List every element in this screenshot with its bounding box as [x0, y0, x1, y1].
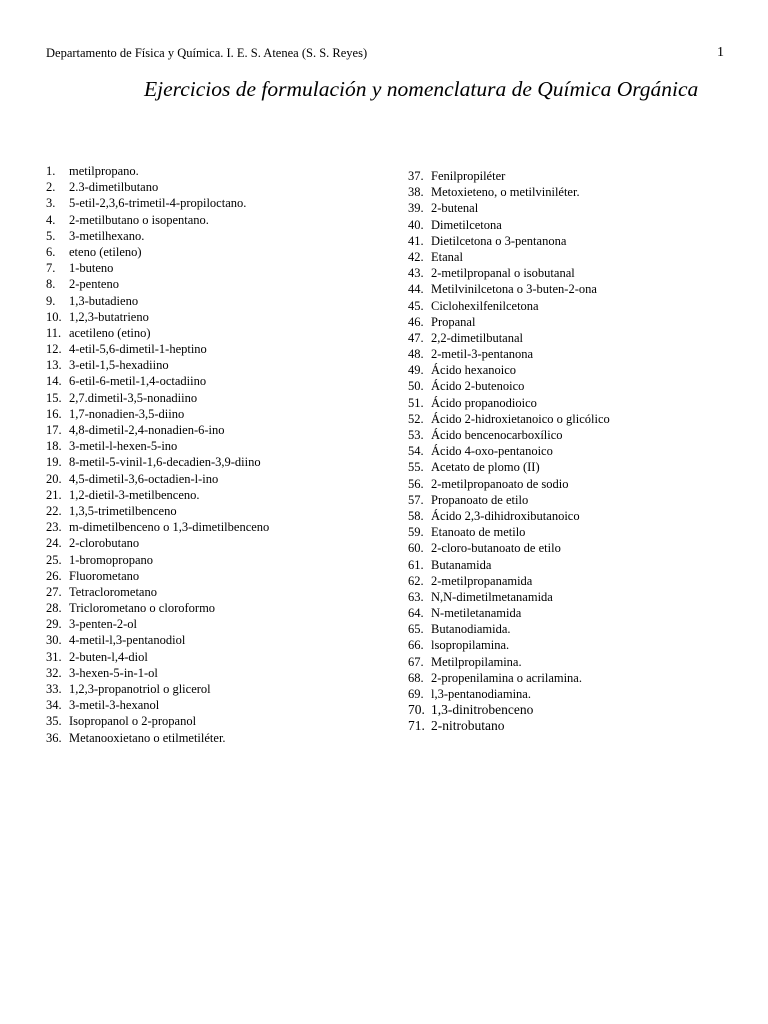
exercise-item: [46, 616, 386, 632]
exercise-number: 61.: [408, 557, 424, 572]
exercise-text: Propanal: [431, 314, 476, 329]
exercise-number: 40.: [408, 217, 424, 232]
exercise-number: 6.: [46, 244, 56, 259]
exercise-text: Ácido 2-hidroxietanoico o glicólico: [431, 411, 610, 426]
exercise-text: Triclorometano o cloroformo: [69, 601, 216, 616]
exercise-text: 4,5-dimetil-3,6-octadien-l-ino: [69, 471, 219, 486]
exercise-number: 37.: [408, 169, 424, 183]
exercise-item: [46, 600, 386, 616]
exercise-item: [46, 552, 386, 568]
exercise-number: 11.: [46, 325, 62, 340]
exercise-number: 52.: [408, 411, 424, 426]
exercise-item: [408, 395, 738, 411]
exercise-text: Fluorometano: [69, 568, 140, 583]
exercise-number: 5.: [46, 228, 56, 243]
exercise-item: [46, 471, 386, 487]
exercise-number: 41.: [408, 233, 424, 248]
exercise-number: 68.: [408, 670, 424, 685]
exercise-number: 65.: [408, 622, 424, 637]
exercise-text: 2-metilpropanamida: [431, 573, 533, 588]
exercise-number: 34.: [46, 698, 62, 713]
exercise-number: 67.: [408, 654, 424, 669]
exercise-text: 5-etil-2,3,6-trimetil-4-propiloctano.: [69, 196, 247, 211]
exercise-item: [46, 535, 386, 551]
exercise-text: Metilpropilamina.: [431, 654, 522, 669]
exercise-item: [46, 212, 386, 228]
exercise-text: Ácido 4-oxo-pentanoico: [431, 444, 553, 459]
exercise-item: [46, 422, 386, 438]
exercise-text: 2-nitrobutano: [431, 718, 505, 734]
exercise-item: [46, 228, 386, 244]
exercise-text: m-dimetilbenceno o 1,3-dimetilbenceno: [69, 520, 270, 535]
exercise-number: 9.: [46, 293, 56, 308]
exercise-item: [46, 406, 386, 422]
exercise-number: 57.: [408, 492, 424, 507]
exercise-text: 3-hexen-5-in-1-ol: [69, 665, 158, 680]
exercise-text: 3-metilhexano.: [69, 228, 145, 243]
exercise-item: [408, 524, 738, 540]
exercise-number: 39.: [408, 201, 424, 216]
exercise-text: 2-clorobutano: [69, 536, 140, 551]
exercise-number: 28.: [46, 601, 62, 616]
exercise-item: [46, 390, 386, 406]
exercise-text: 2-metilpropanoato de sodio: [431, 476, 569, 491]
exercise-text: 1,3-butadieno: [69, 293, 139, 308]
exercise-item: [46, 503, 386, 519]
exercise-text: 6-etil-6-metil-1,4-octadiino: [69, 374, 207, 389]
exercise-text: Metilvinilcetona o 3-buten-2-ona: [431, 282, 597, 297]
exercise-text: 2-propenilamina o acrilamina.: [431, 670, 582, 685]
exercise-text: 1,2-dietil-3-metilbenceno.: [69, 487, 200, 502]
exercise-list-left: [46, 163, 386, 746]
exercise-item: [408, 702, 738, 718]
exercise-text: 1,7-nonadien-3,5-diino: [69, 406, 185, 421]
exercise-item: [46, 309, 386, 325]
exercise-text: metilpropano.: [69, 164, 139, 178]
exercise-text: 1,2,3-propanotriol o glicerol: [69, 682, 211, 696]
exercise-text: Ácido propanodioico: [431, 395, 537, 410]
exercise-item: [408, 654, 738, 670]
exercise-text: Dimetilcetona: [431, 217, 502, 232]
exercise-item: [46, 487, 386, 503]
exercise-item: [408, 168, 738, 184]
exercise-item: [46, 179, 386, 195]
exercise-item: [46, 681, 386, 697]
exercise-item: [408, 298, 738, 314]
exercise-number: 49.: [408, 363, 424, 378]
exercise-number: 1.: [46, 164, 56, 178]
exercise-item: [408, 573, 738, 589]
exercise-item: [408, 281, 738, 297]
exercise-item: [46, 730, 386, 746]
page-header: [46, 44, 724, 62]
exercise-number: 15.: [46, 390, 62, 405]
exercise-item: [408, 200, 738, 216]
exercise-text: 8-metil-5-vinil-1,6-decadien-3,9-diino: [69, 455, 261, 470]
exercise-list-right: [408, 168, 738, 735]
exercise-number: 54.: [408, 444, 424, 459]
exercise-number: 42.: [408, 249, 424, 264]
exercise-number: 12.: [46, 342, 62, 357]
exercise-text: N-metiletanamida: [431, 606, 522, 621]
exercise-number: 21.: [46, 487, 62, 502]
exercise-number: 38.: [408, 185, 424, 200]
exercise-item: [46, 293, 386, 309]
exercise-number: 48.: [408, 347, 424, 362]
exercise-item: [46, 568, 386, 584]
exercise-item: [408, 718, 738, 734]
exercise-text: Metanooxietano o etilmetiléter.: [69, 730, 226, 745]
exercise-item: [46, 584, 386, 600]
exercise-text: 2-buten-l,4-diol: [69, 649, 148, 664]
exercise-item: [46, 163, 386, 179]
exercise-text: Etanoato de metilo: [431, 525, 526, 540]
exercise-item: [46, 357, 386, 373]
exercise-number: 51.: [408, 395, 424, 410]
exercise-item: [408, 249, 738, 265]
exercise-number: 2.: [46, 180, 56, 195]
exercise-text: Fenilpropiléter: [431, 169, 506, 183]
exercise-text: Metoxieteno, o metilviniléter.: [431, 185, 580, 200]
exercise-item: [408, 670, 738, 686]
exercise-item: [46, 519, 386, 535]
exercise-text: 2,2-dimetilbutanal: [431, 330, 523, 345]
exercise-number: 64.: [408, 606, 424, 621]
exercise-item: [408, 217, 738, 233]
exercise-item: [408, 443, 738, 459]
exercise-text: 3-metil-3-hexanol: [69, 698, 160, 713]
exercise-number: 26.: [46, 568, 62, 583]
exercise-text: 2.3-dimetilbutano: [69, 180, 159, 195]
exercise-number: 19.: [46, 455, 62, 470]
exercise-text: Butanodiamida.: [431, 622, 511, 637]
exercise-number: 55.: [408, 460, 424, 475]
exercise-item: [408, 411, 738, 427]
exercise-text: acetileno (etino): [69, 325, 151, 340]
exercise-text: N,N-dimetilmetanamida: [431, 589, 553, 604]
exercise-number: 66.: [408, 638, 424, 653]
exercise-item: [46, 195, 386, 211]
exercise-text: Ácido hexanoico: [431, 363, 517, 378]
exercise-item: [408, 686, 738, 702]
exercise-number: 29.: [46, 617, 62, 632]
exercise-item: [408, 605, 738, 621]
exercise-number: 58.: [408, 508, 424, 523]
exercise-item: [408, 540, 738, 556]
exercise-number: 70.: [408, 702, 425, 718]
exercise-item: [408, 589, 738, 605]
exercise-item: [408, 265, 738, 281]
exercise-text: Ácido 2-butenoico: [431, 379, 525, 394]
exercise-item: [408, 508, 738, 524]
exercise-text: Propanoato de etilo: [431, 492, 529, 507]
exercise-item: [46, 325, 386, 341]
exercise-item: [46, 713, 386, 729]
exercise-number: 20.: [46, 471, 62, 486]
exercise-number: 63.: [408, 589, 424, 604]
exercise-number: 60.: [408, 541, 424, 556]
page-number: 1: [717, 45, 724, 60]
exercise-item: [46, 373, 386, 389]
exercise-item: [408, 621, 738, 637]
exercise-item: [46, 341, 386, 357]
exercise-item: [46, 697, 386, 713]
exercise-text: 1,2,3-butatrieno: [69, 309, 149, 324]
exercise-item: [408, 314, 738, 330]
exercise-item: [408, 459, 738, 475]
exercise-item: [408, 476, 738, 492]
exercise-item: [408, 346, 738, 362]
exercise-text: 2-metilpropanal o isobutanal: [431, 266, 575, 281]
exercise-text: 2-butenal: [431, 201, 479, 216]
exercise-text: 3-etil-1,5-hexadiino: [69, 358, 169, 373]
exercise-number: 23.: [46, 520, 62, 535]
exercise-number: 50.: [408, 379, 424, 394]
exercise-item: [408, 362, 738, 378]
exercise-text: 2,7.dimetil-3,5-nonadiino: [69, 390, 198, 405]
exercise-item: [408, 330, 738, 346]
exercise-text: 3-penten-2-ol: [69, 617, 138, 632]
exercise-text: Ácido 2,3-dihidroxibutanoico: [431, 508, 580, 523]
exercise-item: [408, 378, 738, 394]
exercise-number: 62.: [408, 573, 424, 588]
exercise-text: Acetato de plomo (II): [431, 460, 540, 475]
exercise-item: [46, 665, 386, 681]
exercise-number: 71.: [408, 718, 425, 734]
exercise-text: 1,3,5-trimetilbenceno: [69, 503, 177, 518]
exercise-item: [408, 637, 738, 653]
exercise-item: [46, 276, 386, 292]
exercise-text: 2-metilbutano o isopentano.: [69, 212, 209, 227]
exercise-number: 10.: [46, 309, 62, 324]
exercise-number: 56.: [408, 476, 424, 491]
exercise-number: 32.: [46, 665, 62, 680]
exercise-number: 45.: [408, 298, 424, 313]
exercise-number: 14.: [46, 374, 62, 389]
exercise-text: Ácido bencenocarboxílico: [431, 428, 563, 442]
exercise-number: 47.: [408, 330, 424, 345]
exercise-number: 35.: [46, 714, 62, 729]
exercise-text: Isopropanol o 2-propanol: [69, 714, 197, 729]
exercise-item: [46, 244, 386, 260]
exercise-number: 25.: [46, 552, 62, 567]
exercise-number: 30.: [46, 633, 62, 648]
exercise-number: 13.: [46, 358, 62, 373]
exercise-number: 43.: [408, 266, 424, 281]
exercise-text: 4-metil-l,3-pentanodiol: [69, 633, 186, 648]
exercise-number: 33.: [46, 682, 62, 696]
exercise-text: Dietilcetona o 3-pentanona: [431, 233, 567, 248]
exercise-text: eteno (etileno): [69, 244, 142, 259]
exercise-text: 2-penteno: [69, 277, 119, 292]
exercise-item: [408, 233, 738, 249]
exercise-text: Etanal: [431, 249, 463, 264]
exercise-number: 4.: [46, 212, 56, 227]
exercise-text: Ciclohexilfenilcetona: [431, 298, 539, 313]
document-title: Ejercicios de formulación y nomenclatura de Química Orgánica: [144, 77, 699, 101]
exercise-item: [46, 649, 386, 665]
exercise-text: l,3-pentanodiamina.: [431, 687, 531, 701]
exercise-number: 17.: [46, 423, 62, 437]
exercise-item: [408, 492, 738, 508]
exercise-text: 2-metil-3-pentanona: [431, 347, 534, 362]
exercise-number: 31.: [46, 649, 62, 664]
exercise-number: 7.: [46, 261, 56, 276]
exercise-number: 27.: [46, 584, 62, 599]
exercise-text: 1,3-dinitrobenceno: [431, 702, 534, 718]
exercise-item: [408, 557, 738, 573]
exercise-number: 36.: [46, 730, 62, 745]
exercise-number: 8.: [46, 277, 56, 292]
exercise-text: lsopropilamina.: [431, 638, 510, 653]
exercise-text: Tetraclorometano: [69, 584, 157, 599]
exercise-text: 3-metil-l-hexen-5-ino: [69, 439, 178, 454]
exercise-text: 4-etil-5,6-dimetil-1-heptino: [69, 342, 207, 357]
exercise-number: 44.: [408, 282, 424, 297]
exercise-number: 3.: [46, 196, 56, 211]
exercise-item: [46, 454, 386, 470]
exercise-number: 18.: [46, 439, 62, 454]
exercise-text: 1-buteno: [69, 261, 114, 276]
exercise-text: 2-cloro-butanoato de etilo: [431, 541, 561, 556]
exercise-number: 59.: [408, 525, 424, 540]
exercise-number: 22.: [46, 503, 62, 518]
exercise-text: Butanamida: [431, 557, 492, 572]
exercise-number: 24.: [46, 536, 62, 551]
exercise-number: 46.: [408, 314, 424, 329]
exercise-number: 16.: [46, 406, 62, 421]
exercise-item: [46, 260, 386, 276]
exercise-item: [408, 184, 738, 200]
header-department: Departamento de Física y Química. I. E. S. Atenea (S. S. Reyes): [46, 46, 368, 60]
exercise-number: 53.: [408, 428, 424, 442]
exercise-item: [408, 427, 738, 443]
exercise-item: [46, 438, 386, 454]
exercise-text: 4,8-dimetil-2,4-nonadien-6-ino: [69, 423, 225, 437]
exercise-number: 69.: [408, 687, 424, 701]
exercise-item: [46, 632, 386, 648]
exercise-text: 1-bromopropano: [69, 552, 154, 567]
